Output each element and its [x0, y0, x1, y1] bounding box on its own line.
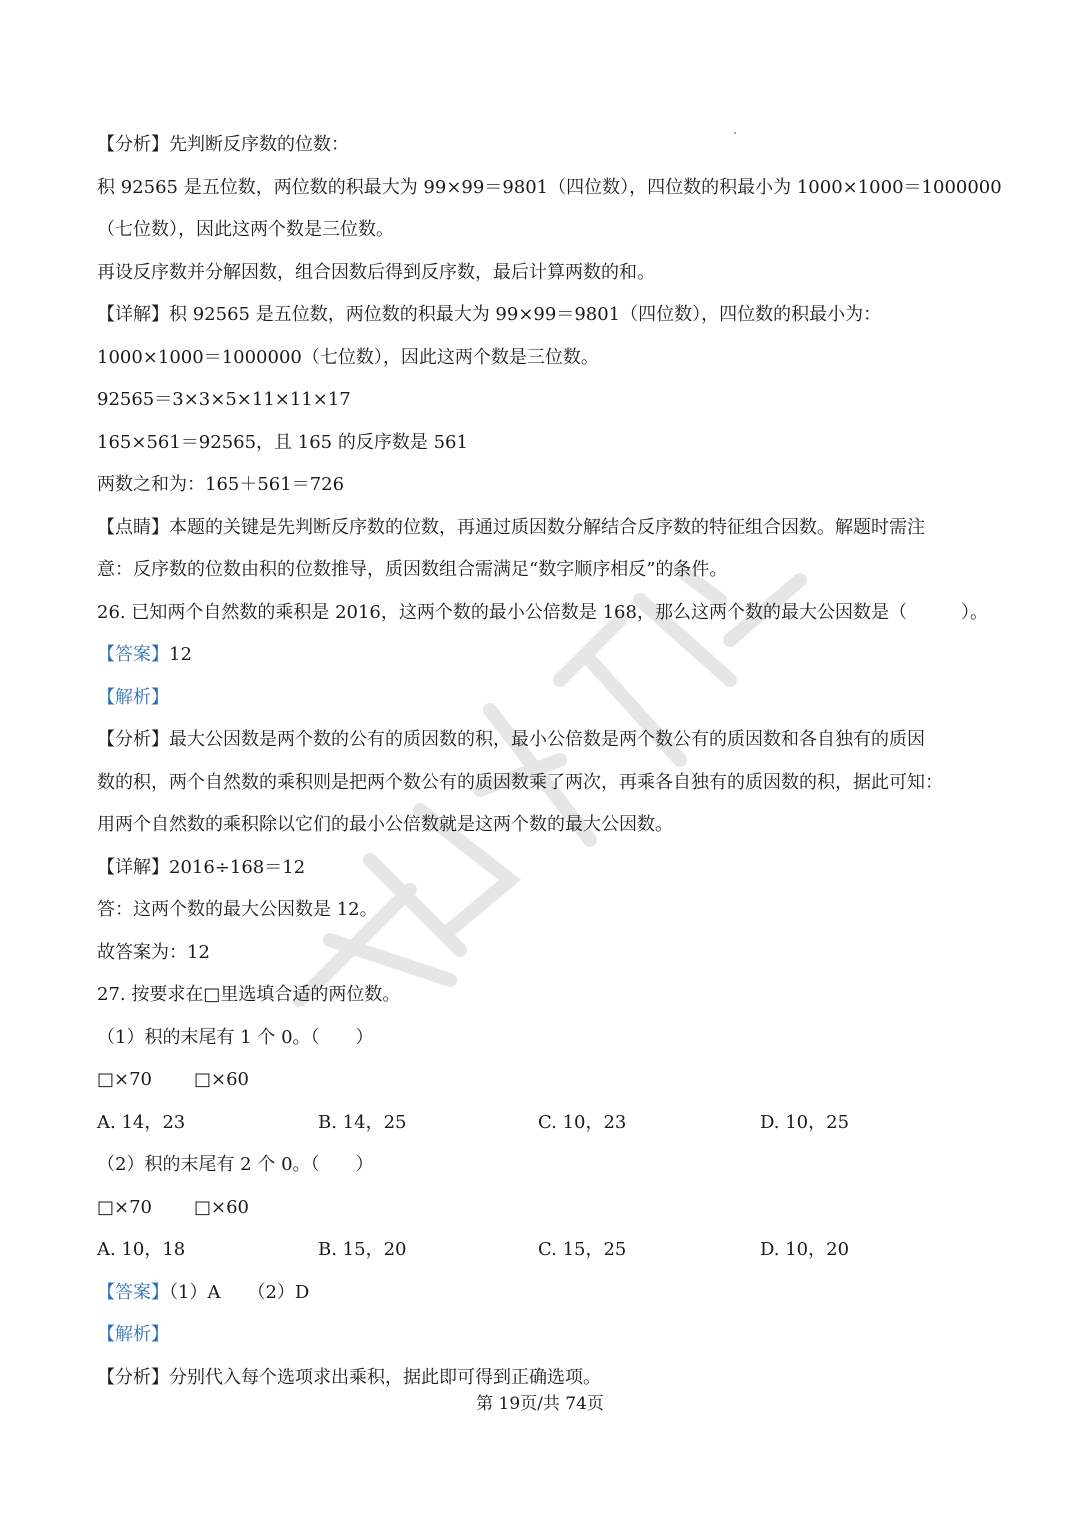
text-line-7: 92565＝3×3×5×11×11×17 [97, 389, 351, 410]
detail-text: 积 92565 是五位数，两位数的积最大为 99×99＝9801（四位数），四位数的积最小为： [169, 304, 882, 325]
option-q2-c: C. 15，25 [538, 1239, 627, 1260]
option-q1-c: C. 10，23 [538, 1112, 627, 1133]
detail-tag: 【详解】 [97, 304, 169, 325]
detail-tag: 【详解】 [97, 857, 169, 878]
text-line-8: 165×561＝92565，且 165 的反序数是 561 [97, 432, 468, 453]
answer-text: 12 [169, 644, 192, 665]
answer-tag: 【答案】 [97, 644, 169, 665]
blank-times-70: □×70 [97, 1069, 152, 1090]
answer-tag: 【答案】 [97, 1282, 169, 1303]
explanation-tag: 【解析】 [97, 1324, 169, 1345]
option-q2-b: B. 15，20 [318, 1239, 407, 1260]
blank-times-60: □×60 [194, 1069, 249, 1090]
analysis-tag: 【分析】 [97, 729, 169, 750]
explanation-line-14 [97, 685, 988, 711]
analysis-line-30 [97, 1365, 988, 1391]
answer-line-13 [97, 642, 988, 668]
analysis-line-1 [97, 132, 988, 158]
question-27: 27. 按要求在□里选填合适的两位数。 [97, 984, 401, 1005]
comment-text: 本题的关键是先判断反序数的位数，再通过质因数分解结合反序数的特征组合因数。解题时需注 [169, 517, 925, 538]
text-line-16: 数的积，两个自然数的乘积则是把两个数公有的质因数乘了两次，再乘各自独有的质因数的积，据此可知： [97, 772, 943, 793]
option-q1-b: B. 14，25 [318, 1112, 407, 1133]
text-line-19: 答：这两个数的最大公因数是 12。 [97, 899, 378, 920]
blank-times-70: □×70 [97, 1197, 152, 1218]
detail-text: 2016÷168＝12 [169, 857, 306, 878]
text-line-4: 再设反序数并分解因数，组合因数后得到反序数，最后计算两数的和。 [97, 262, 655, 283]
subquestion-2: （2）积的末尾有 2 个 0。（ ） [97, 1154, 374, 1175]
text-line-11: 意：反序数的位数由积的位数推导，质因数组合需满足“数字顺序相反”的条件。 [97, 559, 728, 580]
comment-line-10 [97, 515, 988, 541]
analysis-text: 最大公因数是两个数的公有的质因数的积，最小公倍数是两个数公有的质因数和各自独有的质因 [169, 729, 925, 750]
page-number: 第 19页/共 74页 [476, 1394, 604, 1414]
comment-tag: 【点睛】 [97, 517, 169, 538]
text-line-2: 积 92565 是五位数，两位数的积最大为 99×99＝9801（四位数），四位数的积最小为 1000×1000＝1000000 [97, 177, 1002, 198]
text-line-9: 两数之和为：165＋561＝726 [97, 474, 345, 495]
analysis-tag: 【分析】 [97, 134, 169, 155]
text-line-20: 故答案为：12 [97, 942, 210, 963]
analysis-text: 先判断反序数的位数： [169, 134, 349, 155]
blank-times-60: □×60 [194, 1197, 249, 1218]
text-line-3: （七位数），因此这两个数是三位数。 [97, 219, 394, 240]
option-q1-d: D. 10，25 [760, 1112, 850, 1133]
answer-text: （1）A （2）D [169, 1282, 310, 1303]
explanation-tag: 【解析】 [97, 687, 169, 708]
text-line-6: 1000×1000＝1000000（七位数），因此这两个数是三位数。 [97, 347, 599, 368]
detail-line-5 [97, 302, 988, 328]
analysis-text: 分别代入每个选项求出乘积，据此即可得到正确选项。 [169, 1367, 601, 1388]
detail-line-18 [97, 855, 988, 881]
text-line-17: 用两个自然数的乘积除以它们的最小公倍数就是这两个数的最大公因数。 [97, 814, 673, 835]
subquestion-1: （1）积的末尾有 1 个 0。（ ） [97, 1027, 374, 1048]
question-26: 26. 已知两个自然数的乘积是 2016，这两个数的最小公倍数是 168，那么这两个数的最大公因数是（ ）。 [97, 602, 988, 623]
answer-line-28 [97, 1280, 988, 1306]
analysis-tag: 【分析】 [97, 1367, 169, 1388]
option-q2-a: A. 10，18 [97, 1239, 186, 1260]
option-q2-d: D. 10，20 [760, 1239, 850, 1260]
explanation-line-29 [97, 1322, 988, 1348]
analysis-line-15 [97, 727, 988, 753]
option-q1-a: A. 14，23 [97, 1112, 186, 1133]
